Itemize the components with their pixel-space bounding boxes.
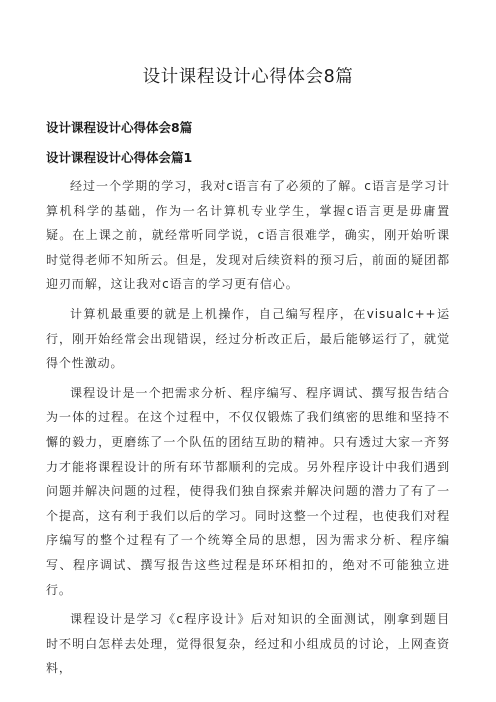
subsection-heading: 设计课程设计心得体会篇1: [46, 150, 193, 165]
paragraph-1: 经过一个学期的学习，我对c语言有了必须的了解。c语言是学习计算机科学的基础，作为一名计算机专业学生，掌握c语言更是毋庸置疑。在上课之前，就经常听同学说，c语言很难学，确实，刚开始听课时觉得老师不知所云。但是，发现对后续资料的预习后，前面的疑团都迎刃而解，这让我对c语言的学习更有信心。: [46, 179, 450, 292]
paragraph-4: 课程设计是学习《c程序设计》后对知识的全面测试，刚拿到题目时不明白怎样去处理，觉得很复杂，经过和小组成员的讨论，上网查资料，: [46, 612, 450, 676]
paragraph-2: 计算机最重要的就是上机操作，自己编写程序，在visualc++运行，刚开始经常会出现错误，经过分析改正后，最后能够运行了，就觉得个性激动。: [46, 306, 450, 371]
document-body: [46, 174, 450, 686]
paragraph-3: 课程设计是一个把需求分析、程序编写、程序调试、撰写报告结合为一体的过程。在这个过程中，不仅仅锻炼了我们缜密的思维和坚持不懈的毅力，更磨练了一个队伍的团结互助的精神。只有透过大家一齐努力才能将课程设计的所有环节都顺利的完成。另外程序设计中我们遇到问题并解决问题的过程，使得我们独自探索并解决问题的潜力了有了一个提高，这有利于我们以后的学习。同时这整一个过程，也使我们对程序编写的整个过程有了一个统筹全局的思想，因为需求分析、程序编写、程序调试、撰写报告这些过程是环环相扣的，绝对不可能独立进行。: [46, 385, 450, 597]
document-title: 设计课程设计心得体会8篇: [142, 67, 354, 87]
section-heading: 设计课程设计心得体会8篇: [46, 120, 193, 135]
